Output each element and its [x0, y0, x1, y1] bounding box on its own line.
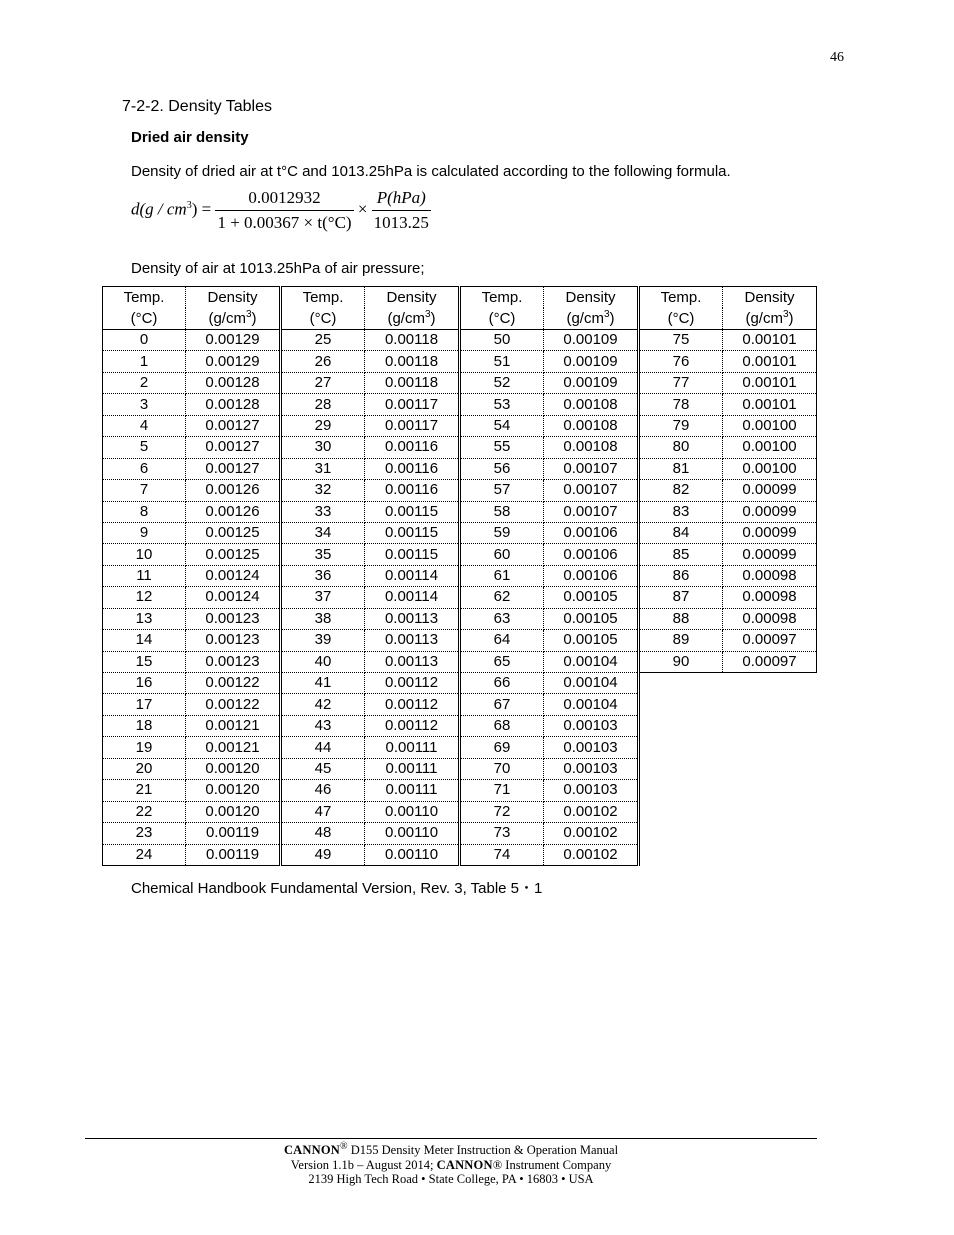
density-cell: 0.00113	[365, 651, 460, 672]
header-density-unit	[186, 308, 281, 330]
temp-cell: 68	[460, 715, 544, 736]
temp-cell: 22	[103, 801, 186, 822]
temp-cell: 55	[460, 437, 544, 458]
density-cell: 0.00101	[723, 372, 817, 393]
density-cell: 0.00099	[723, 501, 817, 522]
density-cell: 0.00120	[186, 801, 281, 822]
temp-cell: 73	[460, 823, 544, 844]
density-cell: 0.00123	[186, 651, 281, 672]
temp-cell: 41	[281, 673, 365, 694]
temp-cell: 89	[639, 630, 723, 651]
table-row	[103, 715, 817, 736]
empty-cell	[723, 758, 817, 779]
density-cell: 0.00111	[365, 780, 460, 801]
density-cell: 0.00109	[544, 330, 639, 351]
density-cell: 0.00103	[544, 758, 639, 779]
temp-cell: 82	[639, 480, 723, 501]
temp-cell: 27	[281, 372, 365, 393]
table-header-unit-row	[103, 308, 817, 330]
temp-cell: 84	[639, 522, 723, 543]
density-cell: 0.00111	[365, 737, 460, 758]
header-density-unit-text: (g/cm	[745, 310, 783, 327]
density-cell: 0.00099	[723, 522, 817, 543]
empty-cell	[639, 780, 723, 801]
density-cell: 0.00116	[365, 480, 460, 501]
temp-cell: 34	[281, 522, 365, 543]
empty-cell	[723, 844, 817, 865]
header-temp: Temp.	[281, 287, 365, 309]
density-cell: 0.00129	[186, 330, 281, 351]
density-cell: 0.00108	[544, 415, 639, 436]
empty-cell	[639, 758, 723, 779]
density-cell: 0.00097	[723, 651, 817, 672]
empty-cell	[639, 801, 723, 822]
density-cell: 0.00098	[723, 565, 817, 586]
header-temp: Temp.	[103, 287, 186, 309]
header-density-unit	[723, 308, 817, 330]
temp-cell: 59	[460, 522, 544, 543]
density-cell: 0.00125	[186, 522, 281, 543]
temp-cell: 74	[460, 844, 544, 865]
temp-cell: 60	[460, 544, 544, 565]
header-density-unit-close: )	[609, 310, 615, 327]
density-cell: 0.00102	[544, 823, 639, 844]
header-density-unit-text: (g/cm	[208, 310, 246, 327]
section-heading: 7-2-2. Density Tables	[122, 98, 272, 115]
temp-cell: 54	[460, 415, 544, 436]
density-cell: 0.00100	[723, 458, 817, 479]
density-cell: 0.00109	[544, 351, 639, 372]
footer-brand: CANNON	[283, 1143, 340, 1157]
temp-cell: 62	[460, 587, 544, 608]
empty-cell	[723, 737, 817, 758]
page-number: 46	[830, 50, 844, 65]
temp-cell: 6	[103, 458, 186, 479]
temp-cell: 58	[460, 501, 544, 522]
temp-cell: 70	[460, 758, 544, 779]
density-cell: 0.00099	[723, 480, 817, 501]
temp-cell: 10	[103, 544, 186, 565]
header-density-unit	[544, 308, 639, 330]
density-cell: 0.00113	[365, 608, 460, 629]
density-cell: 0.00127	[186, 437, 281, 458]
density-cell: 0.00109	[544, 372, 639, 393]
temp-cell: 78	[639, 394, 723, 415]
temp-cell: 71	[460, 780, 544, 801]
empty-cell	[723, 715, 817, 736]
density-cell: 0.00107	[544, 480, 639, 501]
header-density: Density	[186, 287, 281, 309]
table-row	[103, 437, 817, 458]
empty-cell	[639, 844, 723, 865]
density-cell: 0.00104	[544, 694, 639, 715]
footer-address: 2139 High Tech Road • State College, PA • 16803 • USA	[308, 1172, 594, 1186]
temp-cell: 69	[460, 737, 544, 758]
density-cell: 0.00118	[365, 351, 460, 372]
intro-paragraph: Density of dried air at t°C and 1013.25hPa is calculated according to the following formula.	[131, 163, 731, 180]
density-cell: 0.00110	[365, 801, 460, 822]
density-cell: 0.00114	[365, 565, 460, 586]
header-density: Density	[544, 287, 639, 309]
density-cell: 0.00116	[365, 458, 460, 479]
table-row	[103, 758, 817, 779]
temp-cell: 57	[460, 480, 544, 501]
density-cell: 0.00108	[544, 437, 639, 458]
density-cell: 0.00116	[365, 437, 460, 458]
temp-cell: 65	[460, 651, 544, 672]
temp-cell: 83	[639, 501, 723, 522]
density-cell: 0.00098	[723, 587, 817, 608]
temp-cell: 43	[281, 715, 365, 736]
density-cell: 0.00106	[544, 565, 639, 586]
density-cell: 0.00101	[723, 351, 817, 372]
empty-cell	[639, 694, 723, 715]
page-footer	[85, 1140, 817, 1187]
empty-cell	[639, 737, 723, 758]
density-cell: 0.00100	[723, 437, 817, 458]
temp-cell: 8	[103, 501, 186, 522]
temp-cell: 19	[103, 737, 186, 758]
temp-cell: 17	[103, 694, 186, 715]
formula-fraction-1	[215, 188, 353, 233]
density-cell: 0.00123	[186, 608, 281, 629]
density-cell: 0.00120	[186, 780, 281, 801]
header-density-unit-close: )	[430, 310, 436, 327]
temp-cell: 32	[281, 480, 365, 501]
density-cell: 0.00117	[365, 415, 460, 436]
temp-cell: 48	[281, 823, 365, 844]
footer-brand-2: CANNON	[436, 1157, 493, 1172]
density-cell: 0.00103	[544, 780, 639, 801]
temp-cell: 75	[639, 330, 723, 351]
header-temp: Temp.	[460, 287, 544, 309]
density-cell: 0.00127	[186, 415, 281, 436]
density-cell: 0.00115	[365, 544, 460, 565]
density-cell: 0.00128	[186, 394, 281, 415]
temp-cell: 80	[639, 437, 723, 458]
temp-cell: 25	[281, 330, 365, 351]
density-cell: 0.00110	[365, 823, 460, 844]
temp-cell: 46	[281, 780, 365, 801]
density-cell: 0.00115	[365, 522, 460, 543]
density-cell: 0.00119	[186, 844, 281, 865]
temp-cell: 2	[103, 372, 186, 393]
temp-cell: 40	[281, 651, 365, 672]
density-cell: 0.00129	[186, 351, 281, 372]
density-cell: 0.00126	[186, 480, 281, 501]
header-density-unit-text: (g/cm	[566, 310, 604, 327]
temp-cell: 49	[281, 844, 365, 865]
table-row	[103, 351, 817, 372]
empty-cell	[723, 823, 817, 844]
header-temp: Temp.	[639, 287, 723, 309]
temp-cell: 86	[639, 565, 723, 586]
table-row	[103, 544, 817, 565]
density-cell: 0.00120	[186, 758, 281, 779]
density-cell: 0.00097	[723, 630, 817, 651]
density-cell: 0.00101	[723, 394, 817, 415]
table-row	[103, 330, 817, 351]
temp-cell: 0	[103, 330, 186, 351]
table-row	[103, 480, 817, 501]
temp-cell: 50	[460, 330, 544, 351]
table-row	[103, 651, 817, 672]
temp-cell: 9	[103, 522, 186, 543]
formula-fraction-2-denominator: 1013.25	[373, 213, 429, 232]
temp-cell: 79	[639, 415, 723, 436]
density-cell: 0.00100	[723, 415, 817, 436]
temp-cell: 64	[460, 630, 544, 651]
temp-cell: 5	[103, 437, 186, 458]
temp-cell: 4	[103, 415, 186, 436]
density-cell: 0.00110	[365, 844, 460, 865]
temp-cell: 16	[103, 673, 186, 694]
table-row	[103, 501, 817, 522]
temp-cell: 39	[281, 630, 365, 651]
formula-lhs: d(g / cm	[131, 199, 187, 219]
footer-reg-mark: ®	[340, 1140, 348, 1152]
table-row	[103, 587, 817, 608]
density-cell: 0.00104	[544, 673, 639, 694]
table-row	[103, 694, 817, 715]
temp-cell: 31	[281, 458, 365, 479]
table-row	[103, 737, 817, 758]
temp-cell: 56	[460, 458, 544, 479]
table-row	[103, 415, 817, 436]
temp-cell: 72	[460, 801, 544, 822]
table-header-row	[103, 287, 817, 309]
table-caption: Density of air at 1013.25hPa of air pressure;	[131, 260, 425, 277]
table-row	[103, 372, 817, 393]
temp-cell: 53	[460, 394, 544, 415]
temp-cell: 38	[281, 608, 365, 629]
temp-cell: 18	[103, 715, 186, 736]
empty-cell	[723, 673, 817, 694]
density-cell: 0.00122	[186, 673, 281, 694]
footer-version: Version 1.1b – August 2014;	[290, 1157, 437, 1172]
density-cell: 0.00118	[365, 372, 460, 393]
density-cell: 0.00125	[186, 544, 281, 565]
temp-cell: 77	[639, 372, 723, 393]
table-row	[103, 823, 817, 844]
table-row	[103, 394, 817, 415]
temp-cell: 42	[281, 694, 365, 715]
empty-cell	[723, 694, 817, 715]
density-cell: 0.00122	[186, 694, 281, 715]
table-body	[103, 330, 817, 866]
temp-cell: 1	[103, 351, 186, 372]
density-cell: 0.00105	[544, 608, 639, 629]
formula-fraction-2	[372, 188, 431, 233]
temp-cell: 12	[103, 587, 186, 608]
density-cell: 0.00124	[186, 587, 281, 608]
table-row	[103, 630, 817, 651]
header-density: Density	[365, 287, 460, 309]
temp-cell: 13	[103, 608, 186, 629]
density-cell: 0.00127	[186, 458, 281, 479]
density-cell: 0.00124	[186, 565, 281, 586]
density-cell: 0.00128	[186, 372, 281, 393]
empty-cell	[639, 715, 723, 736]
temp-cell: 63	[460, 608, 544, 629]
temp-cell: 26	[281, 351, 365, 372]
density-cell: 0.00115	[365, 501, 460, 522]
temp-cell: 45	[281, 758, 365, 779]
header-temp-unit: (°C)	[639, 308, 723, 330]
density-cell: 0.00105	[544, 587, 639, 608]
temp-cell: 11	[103, 565, 186, 586]
temp-cell: 81	[639, 458, 723, 479]
temp-cell: 61	[460, 565, 544, 586]
density-cell: 0.00103	[544, 737, 639, 758]
density-cell: 0.00101	[723, 330, 817, 351]
footer-company: ® Instrument Company	[492, 1157, 612, 1172]
temp-cell: 52	[460, 372, 544, 393]
empty-cell	[639, 823, 723, 844]
temp-cell: 36	[281, 565, 365, 586]
temp-cell: 66	[460, 673, 544, 694]
table-row	[103, 844, 817, 865]
formula-fraction-2-numerator: P(hPa)	[372, 188, 431, 211]
density-formula	[131, 188, 431, 233]
table-row	[103, 565, 817, 586]
source-note: Chemical Handbook Fundamental Version, Rev. 3, Table 5・1	[131, 880, 543, 897]
header-density-unit-text: (g/cm	[387, 310, 425, 327]
density-cell: 0.00105	[544, 630, 639, 651]
density-cell: 0.00112	[365, 673, 460, 694]
header-density-unit	[365, 308, 460, 330]
temp-cell: 3	[103, 394, 186, 415]
header-density-unit-exponent: 3	[782, 309, 789, 320]
density-cell: 0.00112	[365, 715, 460, 736]
empty-cell	[723, 801, 817, 822]
footer-divider	[85, 1138, 817, 1139]
density-cell: 0.00114	[365, 587, 460, 608]
temp-cell: 14	[103, 630, 186, 651]
density-cell: 0.00103	[544, 715, 639, 736]
temp-cell: 67	[460, 694, 544, 715]
footer-line-2	[85, 1158, 817, 1173]
formula-lhs-close: ) =	[191, 199, 212, 219]
density-cell: 0.00107	[544, 458, 639, 479]
density-cell: 0.00102	[544, 844, 639, 865]
density-cell: 0.00102	[544, 801, 639, 822]
table-row	[103, 458, 817, 479]
density-cell: 0.00118	[365, 330, 460, 351]
temp-cell: 90	[639, 651, 723, 672]
header-density-unit-close: )	[788, 310, 794, 327]
density-cell: 0.00098	[723, 608, 817, 629]
footer-line-1	[85, 1140, 817, 1158]
header-temp-unit: (°C)	[460, 308, 544, 330]
density-cell: 0.00106	[544, 544, 639, 565]
density-cell: 0.00121	[186, 715, 281, 736]
formula-times: ×	[357, 199, 368, 219]
table-row	[103, 673, 817, 694]
density-cell: 0.00123	[186, 630, 281, 651]
temp-cell: 37	[281, 587, 365, 608]
density-cell: 0.00099	[723, 544, 817, 565]
formula-fraction-1-numerator: 0.0012932	[215, 188, 353, 211]
density-cell: 0.00107	[544, 501, 639, 522]
temp-cell: 51	[460, 351, 544, 372]
empty-cell	[723, 780, 817, 801]
header-temp-unit: (°C)	[103, 308, 186, 330]
temp-cell: 33	[281, 501, 365, 522]
header-temp-unit: (°C)	[281, 308, 365, 330]
temp-cell: 44	[281, 737, 365, 758]
temp-cell: 85	[639, 544, 723, 565]
header-density-unit-close: )	[251, 310, 257, 327]
formula-fraction-1-denominator: 1 + 0.00367 × t(°C)	[217, 213, 352, 232]
temp-cell: 35	[281, 544, 365, 565]
density-cell: 0.00117	[365, 394, 460, 415]
header-density-unit-exponent: 3	[603, 309, 610, 320]
footer-line-1-text: D155 Density Meter Instruction & Operation Manual	[347, 1143, 619, 1157]
density-cell: 0.00119	[186, 823, 281, 844]
temp-cell: 15	[103, 651, 186, 672]
temp-cell: 76	[639, 351, 723, 372]
empty-cell	[639, 673, 723, 694]
density-cell: 0.00104	[544, 651, 639, 672]
density-cell: 0.00121	[186, 737, 281, 758]
density-cell: 0.00113	[365, 630, 460, 651]
temp-cell: 21	[103, 780, 186, 801]
temp-cell: 28	[281, 394, 365, 415]
temp-cell: 7	[103, 480, 186, 501]
table-row	[103, 608, 817, 629]
table-row	[103, 522, 817, 543]
temp-cell: 88	[639, 608, 723, 629]
temp-cell: 30	[281, 437, 365, 458]
formula-lhs-exponent: 3	[186, 199, 192, 211]
temp-cell: 23	[103, 823, 186, 844]
header-density-unit-exponent: 3	[424, 309, 431, 320]
density-cell: 0.00112	[365, 694, 460, 715]
density-cell: 0.00126	[186, 501, 281, 522]
density-cell: 0.00111	[365, 758, 460, 779]
density-cell: 0.00108	[544, 394, 639, 415]
temp-cell: 29	[281, 415, 365, 436]
subheading: Dried air density	[131, 129, 249, 146]
temp-cell: 87	[639, 587, 723, 608]
table-row	[103, 780, 817, 801]
density-table	[102, 286, 817, 866]
temp-cell: 24	[103, 844, 186, 865]
header-density-unit-exponent: 3	[245, 309, 252, 320]
header-density: Density	[723, 287, 817, 309]
table-row	[103, 801, 817, 822]
density-cell: 0.00106	[544, 522, 639, 543]
temp-cell: 47	[281, 801, 365, 822]
temp-cell: 20	[103, 758, 186, 779]
